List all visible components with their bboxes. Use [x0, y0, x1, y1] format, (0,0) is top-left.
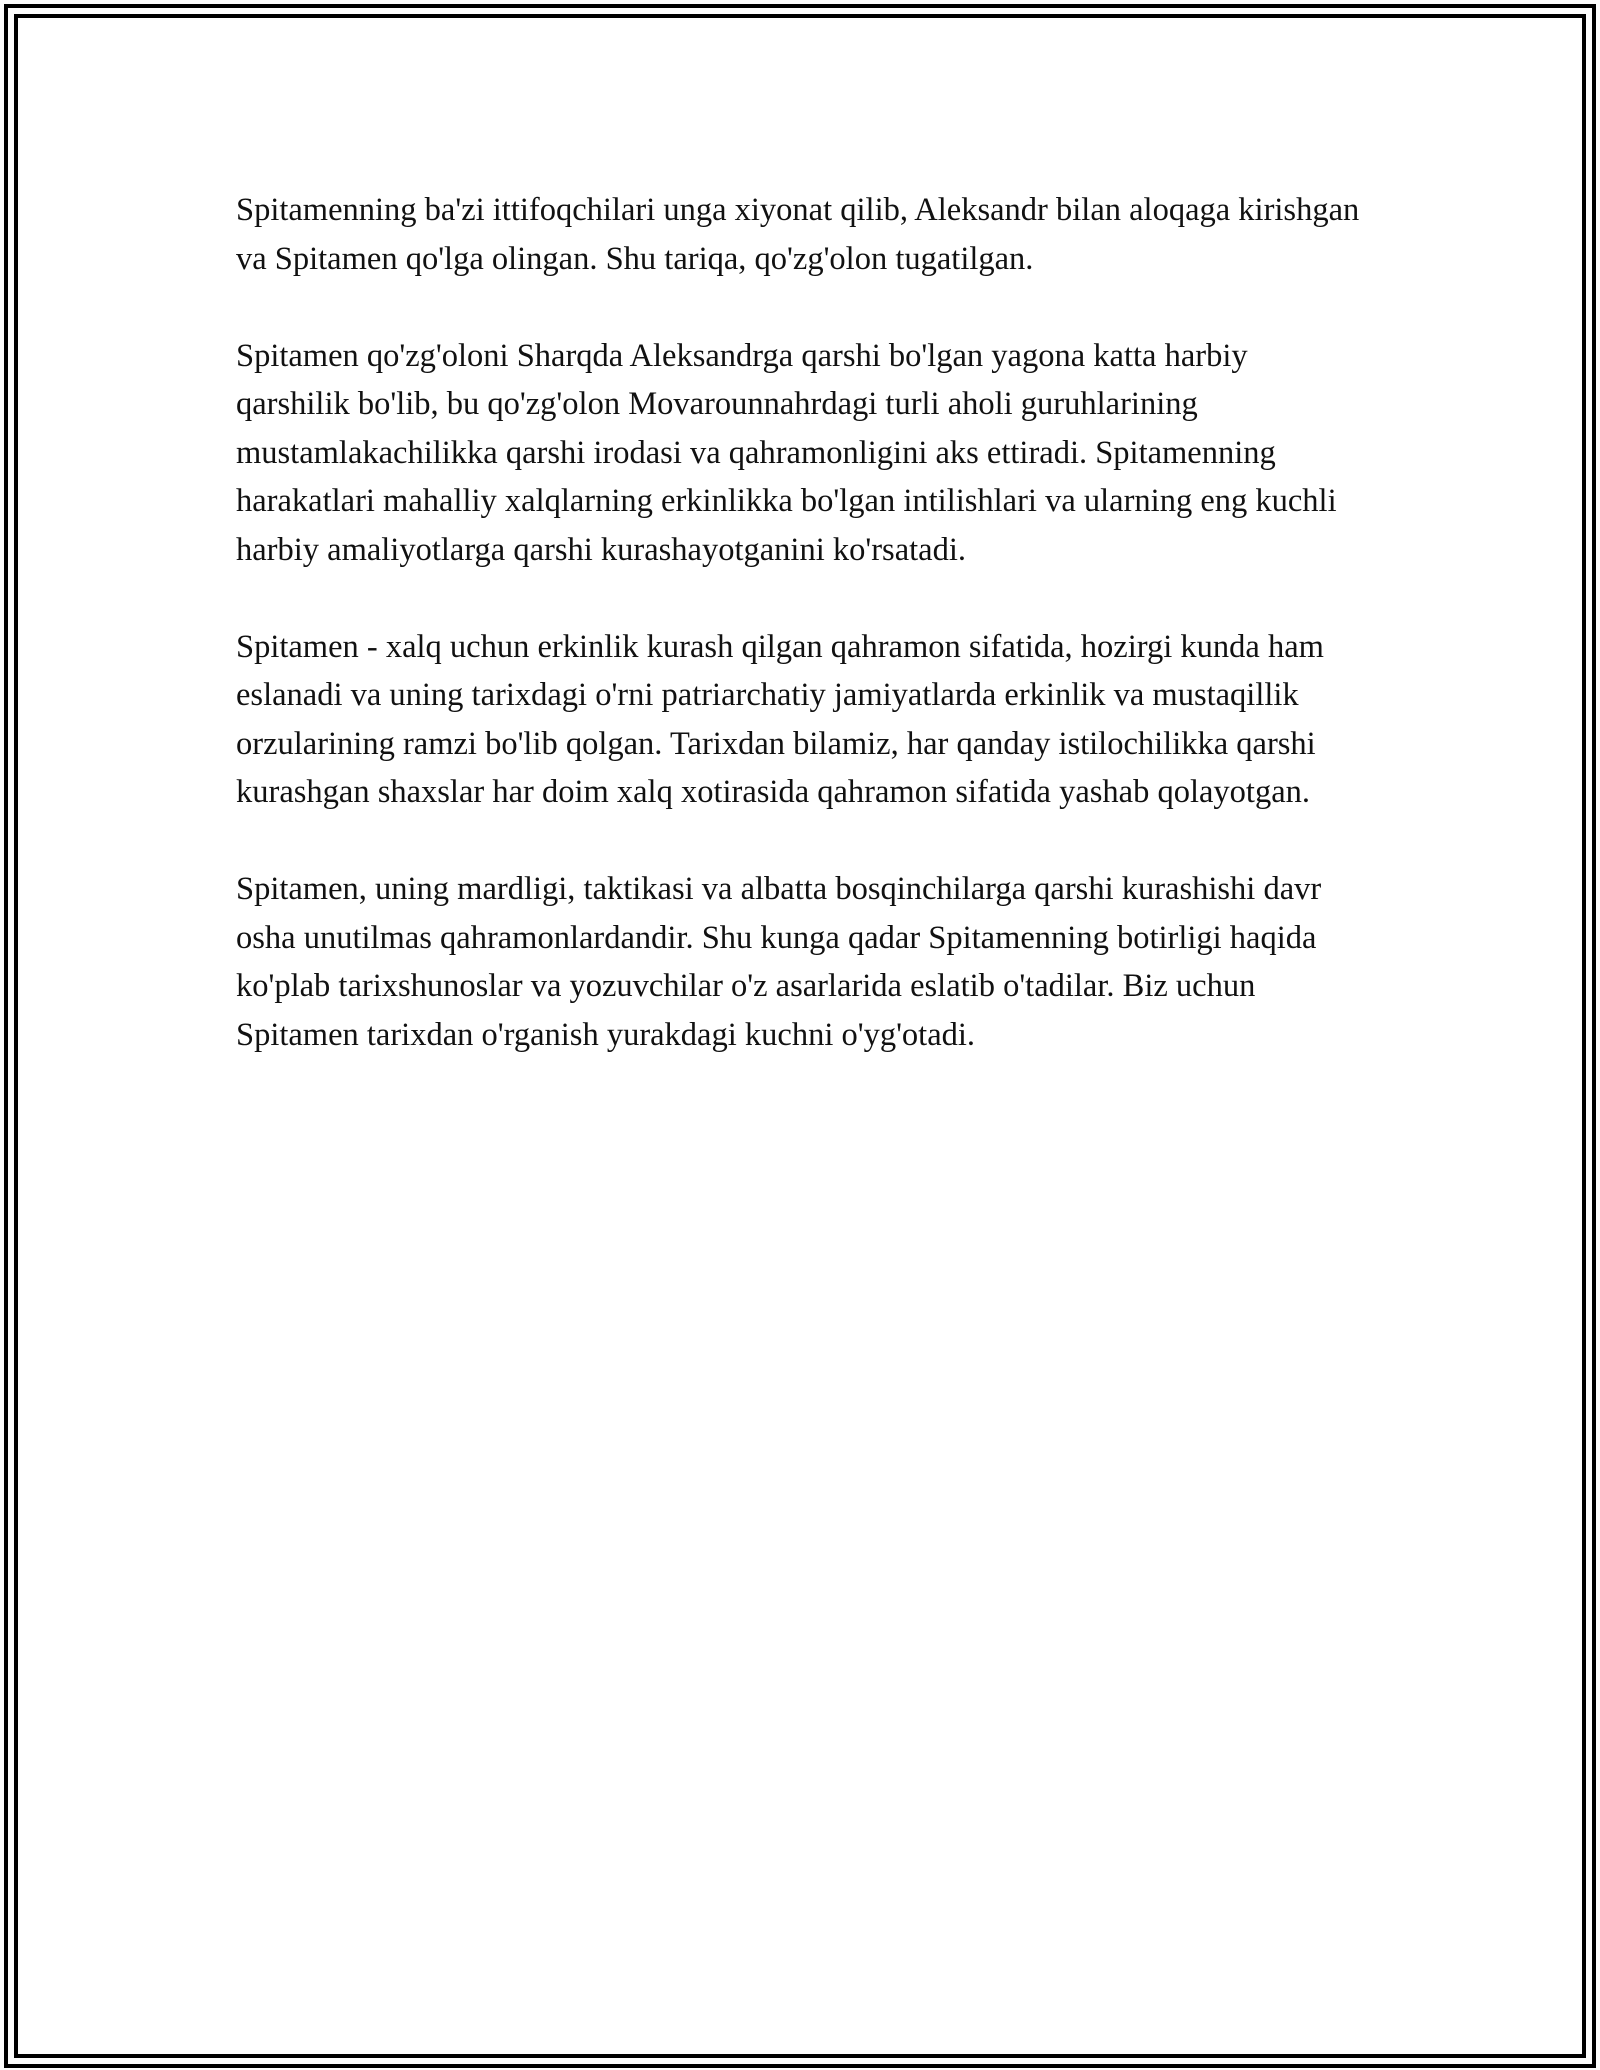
document-body: [236, 186, 1366, 1108]
paragraph-2: Spitamen qo'zg'oloni Sharqda Aleksandrga qarshi bo'lgan yagona katta harbiy qarshilik bo'lib, bu qo'zg'olon Movarounnahrdagi turli aholi guruhlarining mustamlakachilikka qarshi irodasi va qahramonligini aks ettiradi. Spitamenning harakatlari mahalliy xalqlarning erkinlikka bo'lgan intilishlari va ularning eng kuchli harbiy amaliyotlarga qarshi kurashayotganini ko'rsatadi.: [236, 337, 1337, 568]
paragraph-1: Spitamenning ba'zi ittifoqchilari unga xiyonat qilib, Aleksandr bilan aloqaga kirishgan va Spitamen qo'lga olingan. Shu tariqa, qo'zg'olon tugatilgan.: [236, 192, 1360, 277]
paragraph-4: Spitamen, uning mardligi, taktikasi va albatta bosqinchilarga qarshi kurashishi davr osha unutilmas qahramonlardandir. Shu kunga qadar Spitamenning botirligi haqida ko'plab tarixshunoslar va yozuvchilar o'z asarlarida eslatib o'tadilar. Biz uchun Spitamen tarixdan o'rganish yurakdagi kuchni o'yg'otadi.: [236, 871, 1322, 1053]
paragraph-3: Spitamen - xalq uchun erkinlik kurash qilgan qahramon sifatida, hozirgi kunda ham eslanadi va uning tarixdagi o'rni patriarchatiy jamiyatlarda erkinlik va mustaqillik orzularining ramzi bo'lib qolgan. Tarixdan bilamiz, har qanday istilochilikka qarshi kurashgan shaxslar har doim xalq xotirasida qahramon sifatida yashab qolayotgan.: [236, 628, 1324, 810]
